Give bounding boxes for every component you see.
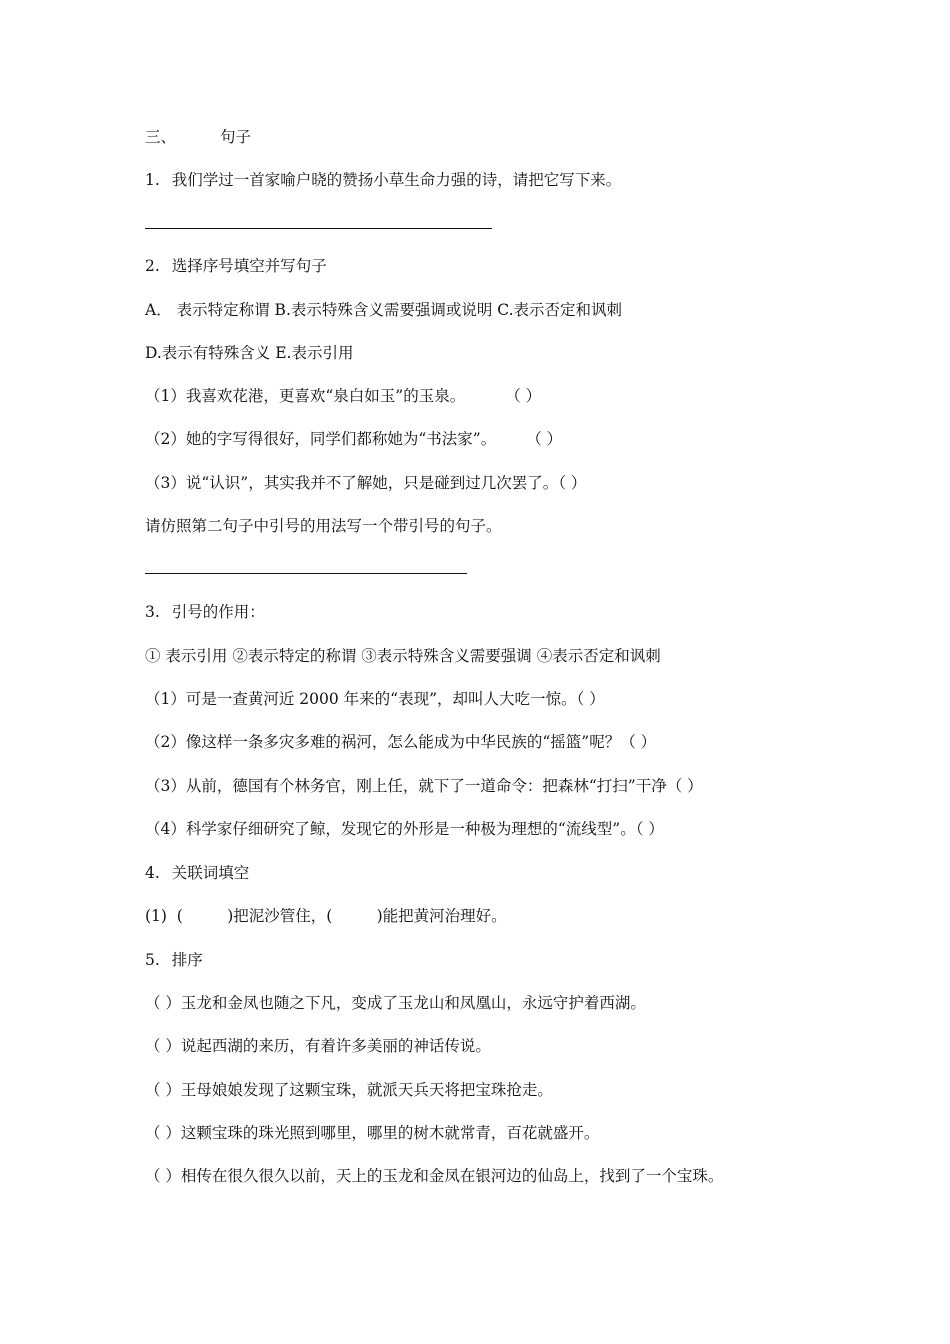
question-1-number: 1. <box>145 171 160 189</box>
question-2-item-2-text: （2）她的字写得很好，同学们都称她为“书法家”。 <box>145 430 497 448</box>
question-3-item-3: （3）从前，德国有个林务官，刚上任，就下了一道命令：把森林“打扫”干净（ ） <box>145 777 703 795</box>
question-2-instruction: 请仿照第二句子中引号的用法写一个带引号的句子。 <box>145 517 502 535</box>
question-2-item-3 <box>145 473 586 493</box>
question-1-text: 我们学过一首家喻户晓的赞扬小草生命力强的诗，请把它写下来。 <box>171 171 622 189</box>
question-4-item-1: (1) ( )把泥沙管住，( )能把黄河治理好。 <box>145 907 507 925</box>
question-5-item-4: （ ）这颗宝珠的珠光照到哪里，哪里的树木就常青，百花就盛开。 <box>145 1124 600 1142</box>
question-3 <box>145 602 265 622</box>
question-2-item-3-text: （3）说“认识”，其实我并不了解她，只是碰到过几次罢了。（ ） <box>145 474 587 492</box>
question-4 <box>145 863 249 883</box>
question-5-item-2: （ ）说起西湖的来历，有着许多美丽的神话传说。 <box>145 1037 491 1055</box>
question-5-item-5: （ ）相传在很久很久以前，天上的玉龙和金凤在银河边的仙岛上，找到了一个宝珠。 <box>145 1167 724 1185</box>
answer-line-2 <box>145 573 467 574</box>
question-5-title: 排序 <box>171 951 203 969</box>
question-5-item-3: （ ）王母娘娘发现了这颗宝珠，就派天兵天将把宝珠抢走。 <box>145 1081 553 1099</box>
question-1 <box>145 170 621 190</box>
question-2-number: 2. <box>145 257 160 275</box>
question-3-options: ① 表示引用 ②表示特定的称谓 ③表示特殊含义需要强调 ④表示否定和讽刺 <box>145 647 661 665</box>
question-3-item-2: （2）像这样一条多灾多难的祸河，怎么能成为中华民族的“摇篮”呢？（ ） <box>145 733 657 751</box>
question-5-item-1: （ ）玉龙和金凤也随之下凡，变成了玉龙山和凤凰山，永远守护着西湖。 <box>145 994 646 1012</box>
question-3-item-1: （1）可是一查黄河近 2000 年来的“表现”，却叫人大吃一惊。（ ） <box>145 690 605 708</box>
question-4-title: 关联词填空 <box>171 864 250 882</box>
section-number: 三、 <box>145 128 177 146</box>
section-title: 句子 <box>220 128 252 146</box>
question-3-item-4: （4）科学家仔细研究了鲸，发现它的外形是一种极为理想的“流线型”。（ ） <box>145 820 664 838</box>
question-2-item-2 <box>145 429 562 449</box>
question-4-number: 4. <box>145 864 160 882</box>
question-2 <box>145 256 327 276</box>
question-3-title: 引号的作用： <box>171 603 265 621</box>
question-2-item-1-text: （1）我喜欢花港，更喜欢“泉白如玉”的玉泉。 <box>145 387 466 405</box>
question-2-options-line-1: A． 表示特定称谓 B.表示特殊含义需要强调或说明 C.表示否定和讽刺 <box>145 301 623 319</box>
question-2-item-2-blank: （ ） <box>526 430 563 448</box>
question-3-number: 3. <box>145 603 160 621</box>
question-2-item-1 <box>145 386 541 406</box>
question-5 <box>145 950 203 970</box>
question-2-options-line-2: D.表示有特殊含义 E.表示引用 <box>145 344 354 362</box>
question-2-title: 选择序号填空并写句子 <box>171 257 327 275</box>
question-5-number: 5. <box>145 951 160 969</box>
section-heading <box>145 127 251 147</box>
answer-line-1 <box>145 228 492 229</box>
question-2-item-1-blank: （ ） <box>505 387 542 405</box>
